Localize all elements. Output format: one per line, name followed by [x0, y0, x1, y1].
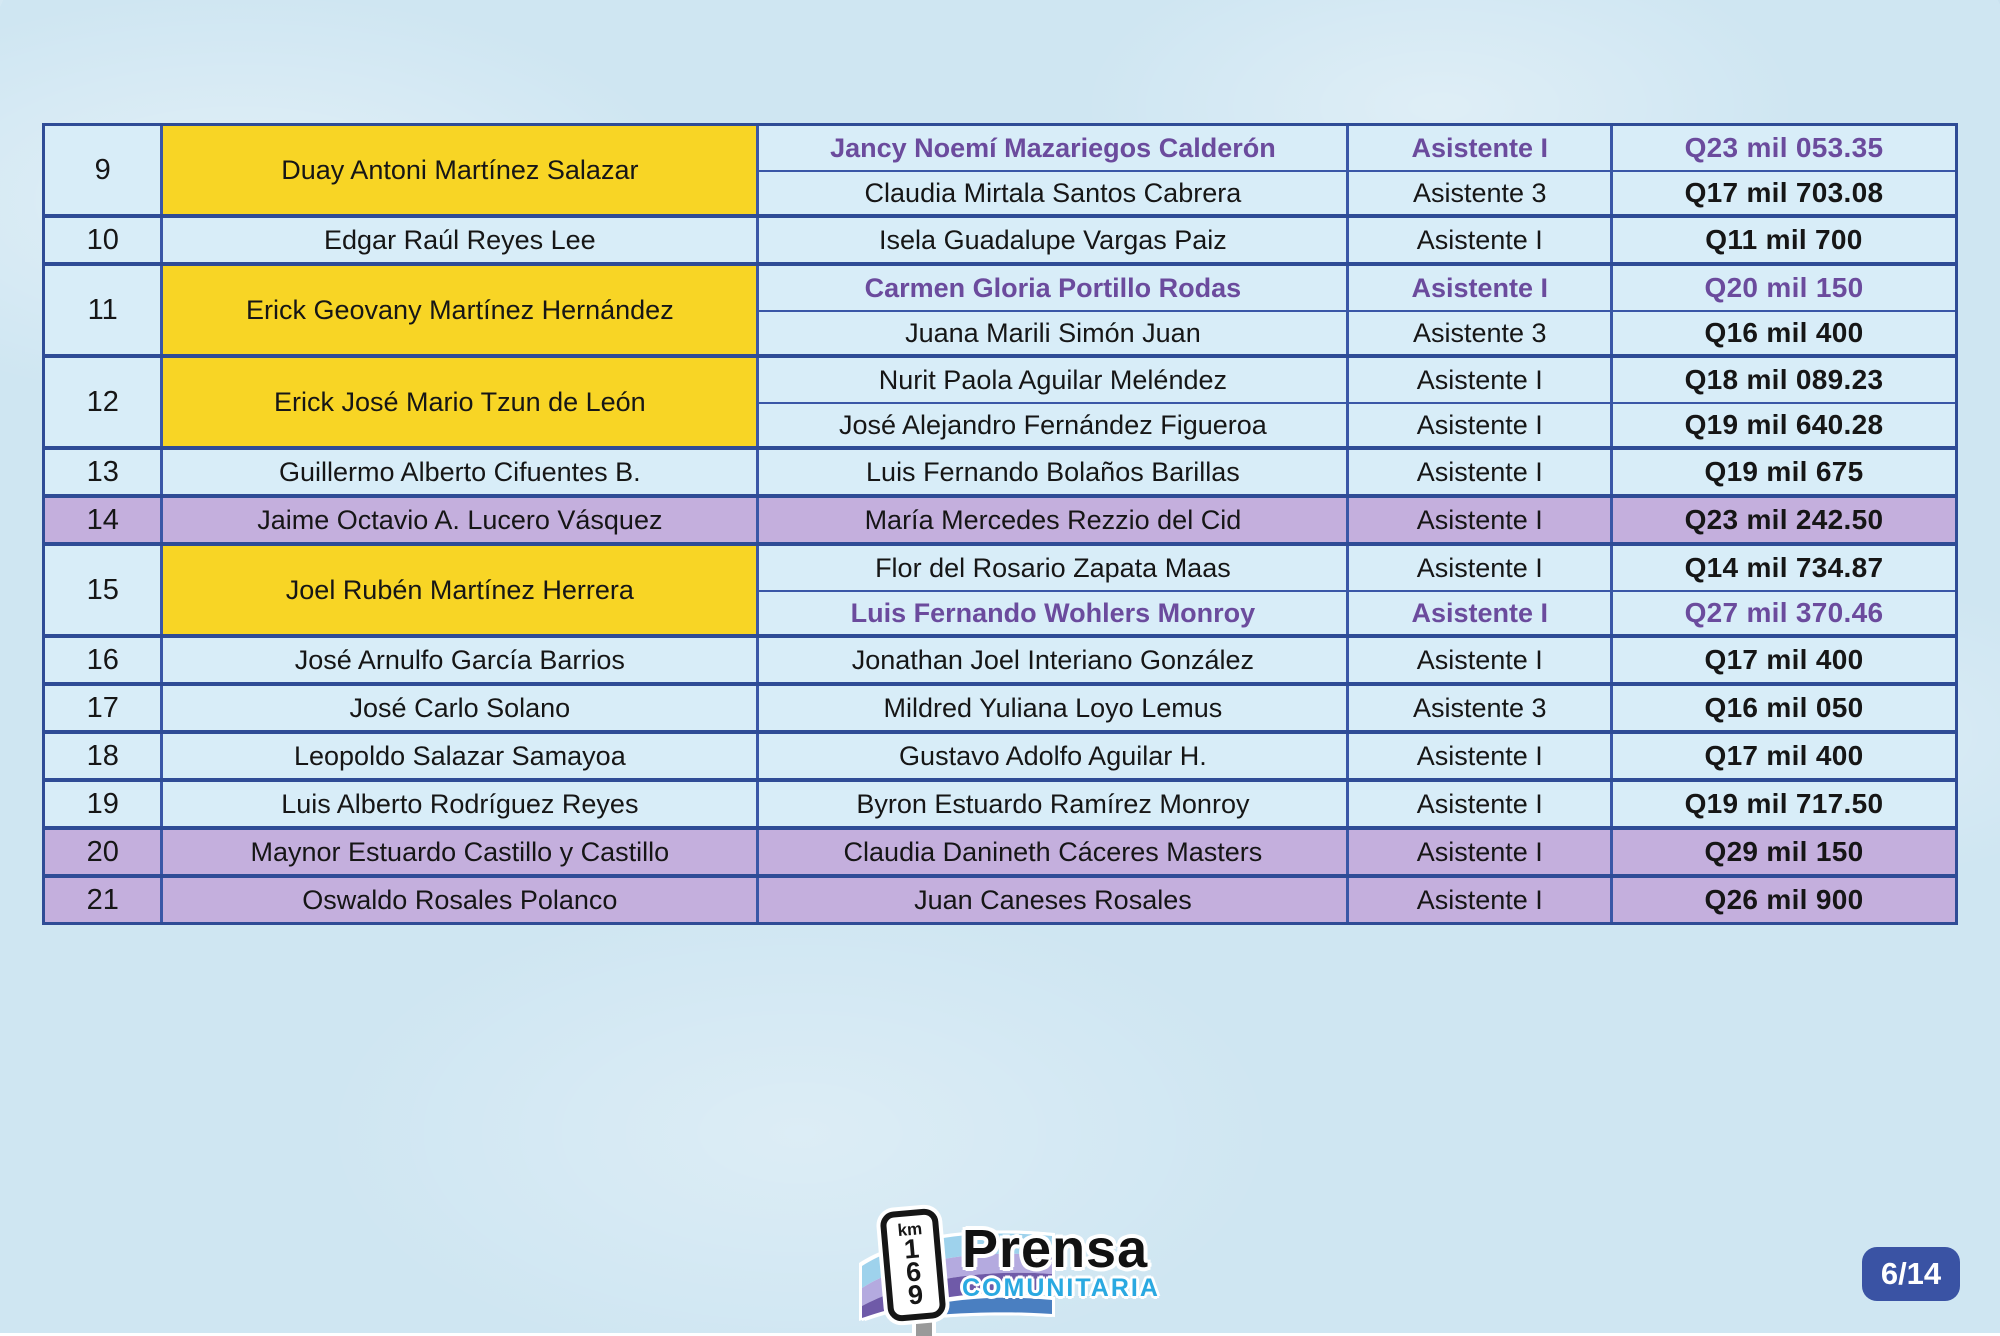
assistant-rows: [759, 638, 1955, 682]
assistant-subrow: [759, 126, 1955, 170]
assistant-subrow: [759, 590, 1955, 634]
assistant-subrow: [759, 830, 1955, 874]
assistant-name: Nurit Paola Aguilar Meléndez: [759, 358, 1349, 402]
official-name: Edgar Raúl Reyes Lee: [163, 218, 759, 262]
official-name: Oswaldo Rosales Polanco: [163, 878, 759, 922]
assistant-name: Byron Estuardo Ramírez Monroy: [759, 782, 1349, 826]
assistant-type: Asistente I: [1349, 546, 1613, 590]
assistant-rows: [759, 686, 1955, 730]
salary-amount: Q26 mil 900: [1613, 878, 1955, 922]
row-number: 21: [45, 878, 163, 922]
assistant-type: Asistente I: [1349, 450, 1613, 494]
assistant-subrow: [759, 450, 1955, 494]
assistant-rows: [759, 266, 1955, 354]
assistant-subrow: [759, 878, 1955, 922]
assistant-type: Asistente I: [1349, 266, 1613, 310]
table-row: [45, 878, 1955, 922]
table-row: [45, 782, 1955, 830]
prensa-comunitaria-logo: [862, 1208, 1202, 1330]
table-row: [45, 450, 1955, 498]
assistant-subrow: [759, 218, 1955, 262]
assistant-rows: [759, 878, 1955, 922]
salary-amount: Q29 mil 150: [1613, 830, 1955, 874]
assistant-name: Jonathan Joel Interiano González: [759, 638, 1349, 682]
assistant-subrow: [759, 266, 1955, 310]
assistant-type: Asistente I: [1349, 734, 1613, 778]
assistant-subrow: [759, 402, 1955, 446]
assistant-name: Isela Guadalupe Vargas Paiz: [759, 218, 1349, 262]
row-number: 19: [45, 782, 163, 826]
official-name: Leopoldo Salazar Samayoa: [163, 734, 759, 778]
assistant-rows: [759, 546, 1955, 634]
salary-amount: Q17 mil 400: [1613, 734, 1955, 778]
assistant-type: Asistente I: [1349, 358, 1613, 402]
assistant-name: Flor del Rosario Zapata Maas: [759, 546, 1349, 590]
table-row: [45, 638, 1955, 686]
assistant-type: Asistente 3: [1349, 312, 1613, 354]
assistant-rows: [759, 218, 1955, 262]
assistant-name: Juana Marili Simón Juan: [759, 312, 1349, 354]
official-name: José Carlo Solano: [163, 686, 759, 730]
assistant-type: Asistente I: [1349, 404, 1613, 446]
assistant-name: José Alejandro Fernández Figueroa: [759, 404, 1349, 446]
salary-amount: Q18 mil 089.23: [1613, 358, 1955, 402]
official-name: Luis Alberto Rodríguez Reyes: [163, 782, 759, 826]
assistant-subrow: [759, 782, 1955, 826]
assistant-type: Asistente 3: [1349, 686, 1613, 730]
table-row: [45, 830, 1955, 878]
assistant-name: Gustavo Adolfo Aguilar H.: [759, 734, 1349, 778]
logo-title: Prensa: [962, 1219, 1149, 1279]
assistant-rows: [759, 126, 1955, 214]
salary-amount: Q27 mil 370.46: [1613, 592, 1955, 634]
assistant-subrow: [759, 638, 1955, 682]
assistant-name: Luis Fernando Wohlers Monroy: [759, 592, 1349, 634]
assistant-rows: [759, 358, 1955, 446]
table-row: [45, 686, 1955, 734]
official-name: Erick Geovany Martínez Hernández: [163, 266, 759, 354]
official-name: Guillermo Alberto Cifuentes B.: [163, 450, 759, 494]
table-row: [45, 218, 1955, 266]
salary-amount: Q23 mil 053.35: [1613, 126, 1955, 170]
row-number: 15: [45, 546, 163, 634]
assistant-type: Asistente I: [1349, 830, 1613, 874]
logo-subtitle: COMUNITARIA: [962, 1274, 1160, 1302]
assistant-rows: [759, 450, 1955, 494]
assistant-subrow: [759, 546, 1955, 590]
assistant-name: María Mercedes Rezzio del Cid: [759, 498, 1349, 542]
salary-amount: Q16 mil 050: [1613, 686, 1955, 730]
row-number: 10: [45, 218, 163, 262]
assistant-name: Jancy Noemí Mazariegos Calderón: [759, 126, 1349, 170]
assistant-type: Asistente I: [1349, 638, 1613, 682]
salary-amount: Q19 mil 675: [1613, 450, 1955, 494]
assistant-name: Juan Caneses Rosales: [759, 878, 1349, 922]
official-name: Duay Antoni Martínez Salazar: [163, 126, 759, 214]
official-name: Maynor Estuardo Castillo y Castillo: [163, 830, 759, 874]
row-number: 20: [45, 830, 163, 874]
official-name: Erick José Mario Tzun de León: [163, 358, 759, 446]
official-name: Joel Rubén Martínez Herrera: [163, 546, 759, 634]
salary-amount: Q17 mil 703.08: [1613, 172, 1955, 214]
table-row: [45, 498, 1955, 546]
table-row: [45, 266, 1955, 358]
assistant-type: Asistente I: [1349, 218, 1613, 262]
official-name: Jaime Octavio A. Lucero Vásquez: [163, 498, 759, 542]
assistant-subrow: [759, 734, 1955, 778]
assistant-name: Carmen Gloria Portillo Rodas: [759, 266, 1349, 310]
salary-table: [42, 123, 1958, 925]
row-number: 16: [45, 638, 163, 682]
salary-amount: Q20 mil 150: [1613, 266, 1955, 310]
page-number-badge: 6/14: [1862, 1247, 1960, 1301]
row-number: 11: [45, 266, 163, 354]
row-number: 17: [45, 686, 163, 730]
sign-unit-label: km: [896, 1219, 924, 1241]
assistant-rows: [759, 734, 1955, 778]
assistant-name: Mildred Yuliana Loyo Lemus: [759, 686, 1349, 730]
assistant-rows: [759, 782, 1955, 826]
assistant-rows: [759, 498, 1955, 542]
row-number: 14: [45, 498, 163, 542]
assistant-type: Asistente I: [1349, 498, 1613, 542]
assistant-subrow: [759, 310, 1955, 354]
assistant-subrow: [759, 686, 1955, 730]
table-row: [45, 546, 1955, 638]
table-row: [45, 734, 1955, 782]
salary-amount: Q16 mil 400: [1613, 312, 1955, 354]
sign-digit: 1: [902, 1233, 921, 1265]
km-169-road-sign-icon: [879, 1208, 946, 1323]
salary-amount: Q19 mil 640.28: [1613, 404, 1955, 446]
assistant-subrow: [759, 170, 1955, 214]
row-number: 13: [45, 450, 163, 494]
salary-amount: Q14 mil 734.87: [1613, 546, 1955, 590]
assistant-type: Asistente I: [1349, 126, 1613, 170]
assistant-rows: [759, 830, 1955, 874]
assistant-name: Luis Fernando Bolaños Barillas: [759, 450, 1349, 494]
salary-amount: Q23 mil 242.50: [1613, 498, 1955, 542]
sign-digit: 6: [904, 1256, 923, 1288]
row-number: 12: [45, 358, 163, 446]
salary-amount: Q19 mil 717.50: [1613, 782, 1955, 826]
row-number: 18: [45, 734, 163, 778]
row-number: 9: [45, 126, 163, 214]
assistant-name: Claudia Mirtala Santos Cabrera: [759, 172, 1349, 214]
salary-amount: Q17 mil 400: [1613, 638, 1955, 682]
assistant-type: Asistente 3: [1349, 172, 1613, 214]
sign-digit: 9: [906, 1278, 925, 1311]
official-name: José Arnulfo García Barrios: [163, 638, 759, 682]
salary-amount: Q11 mil 700: [1613, 218, 1955, 262]
table-row: [45, 126, 1955, 218]
assistant-type: Asistente I: [1349, 592, 1613, 634]
table-row: [45, 358, 1955, 450]
assistant-subrow: [759, 498, 1955, 542]
assistant-type: Asistente I: [1349, 878, 1613, 922]
assistant-type: Asistente I: [1349, 782, 1613, 826]
assistant-subrow: [759, 358, 1955, 402]
assistant-name: Claudia Danineth Cáceres Masters: [759, 830, 1349, 874]
logo-text: [962, 1218, 1160, 1303]
